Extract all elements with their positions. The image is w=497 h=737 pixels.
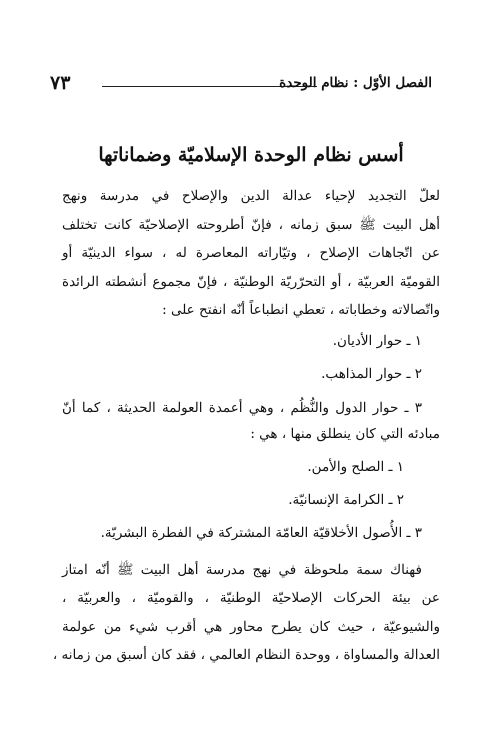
principles-list xyxy=(62,451,440,550)
list-item: ١ ـ الصلح والأمن. xyxy=(307,458,404,475)
running-header xyxy=(50,70,432,98)
paragraph-closing xyxy=(52,556,440,670)
list-item: ٢ ـ الكرامة الإنسانيّة. xyxy=(288,491,404,508)
list-item-line: مبادئه التي كان ينطلق منها ، هي : xyxy=(250,425,440,442)
list-item: ٢ ـ حوار المذاهب. xyxy=(321,365,422,382)
paragraph-intro xyxy=(62,182,440,325)
paragraph-line: واتّصالاته وخطاباته ، تعطي انطباعاً أنّه انفتح على : xyxy=(162,302,440,318)
list-item-line: ٣ ـ حوار الدول والنُّظُم ، وهي أعمدة العولمة الحديثة ، كما أنّ xyxy=(62,399,422,416)
chapter-title: الفصل الأوّل : نظام الوحدة xyxy=(279,75,432,91)
page-number: ٧٣ xyxy=(50,72,71,94)
list-item: ١ ـ حوار الأديان. xyxy=(332,332,422,349)
paragraph-line: فهناك سمة ملحوظة في نهج مدرسة أهل البيت ﷺ أنّه امتاز xyxy=(62,561,422,578)
paragraph-line: لعلّ التجديد لإحياء عدالة الدين والإصلاح في مدرسة ونهج xyxy=(62,188,440,204)
list-item-wrapped xyxy=(62,395,440,447)
paragraph-line: عن اتّجاهات الإصلاح ، وتيّاراته المعاصرة له ، سواء الدينيّة أو xyxy=(62,245,440,261)
page-content xyxy=(52,140,440,670)
list-item: ٣ ـ الأُصول الأخلاقيّة العامّة المشتركة في الفطرة البشريّة. xyxy=(100,524,422,541)
dialogue-list xyxy=(62,325,440,391)
paragraph-line: القوميّة العربيّة ، أو التحرّريّة الوطنيّة ، فإنّ مجموع أنشطته الرائدة xyxy=(62,273,440,290)
paragraph-line: العدالة والمساواة ، ووحدة النظام العالمي ، فقد كان أسبق من زمانه ، xyxy=(52,647,440,663)
paragraph-line: عن بيئة الحركات الإصلاحيّة الوطنيّة ، والقوميّة ، والعربيّة ، xyxy=(62,590,440,606)
paragraph-line: والشيوعيّة ، حيث كان يطرح محاور هي أقرب شيء من عولمة xyxy=(62,618,440,635)
paragraph-line: أهل البيت ﷺ سبق زمانه ، فإنّ أطروحته الإصلاحيّة كانت تختلف xyxy=(62,216,440,233)
section-title: أسس نظام الوحدة الإسلاميّة وضماناتها xyxy=(98,144,404,166)
